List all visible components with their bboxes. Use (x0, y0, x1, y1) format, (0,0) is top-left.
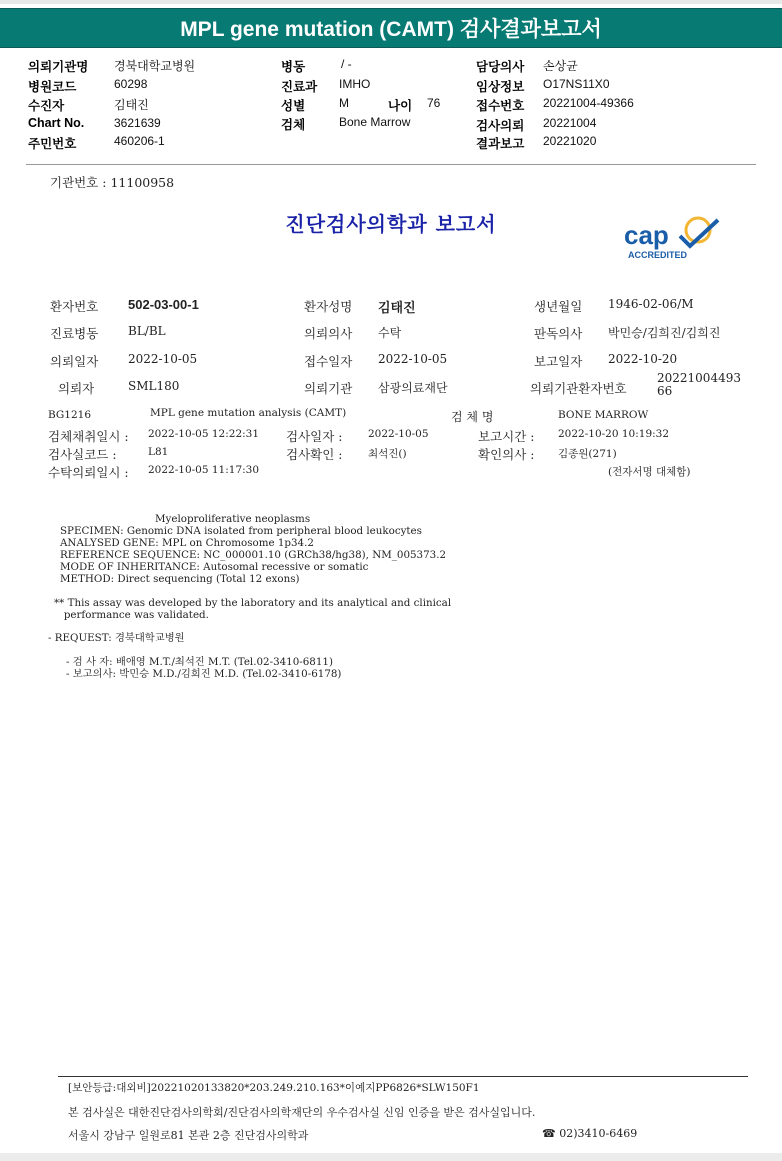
method-line: MODE OF INHERITANCE: Autosomal recessive or somatic (60, 561, 369, 573)
label-org-patient-no: 의뢰기관환자번호 (530, 381, 627, 396)
value-org-patient-no: 2022100449366 (657, 371, 741, 398)
value-report-date: 2022-10-20 (608, 352, 678, 366)
method-line: METHOD: Direct sequencing (Total 12 exons) (60, 573, 300, 585)
label-department: 진료과 (281, 80, 318, 94)
staff-line: - 검 사 자: 배애영 M.T./최석진 M.T. (Tel.02-3410-6811) (66, 656, 333, 668)
label-test-confirm: 검사확인 : (286, 447, 343, 462)
value-result-report: 20221020 (543, 134, 597, 148)
label-confirming-doctor: 확인의사 : (478, 447, 535, 462)
value-test-request: 20221004 (543, 116, 597, 130)
phone-icon: ☎ (542, 1127, 556, 1140)
value-requester: SML180 (128, 379, 180, 393)
value-collection-time: 2022-10-05 12:22:31 (148, 428, 260, 440)
label-specimen-name: 검 체 명 (451, 410, 494, 424)
report-title-bar (0, 8, 782, 48)
request-line: - REQUEST: 경북대학교병원 (48, 632, 185, 644)
value-ward: / - (341, 57, 352, 71)
label-clinical-info: 임상정보 (476, 80, 525, 94)
label-receipt-date: 접수일자 (304, 354, 353, 369)
label-requesting-org: 의뢰기관 (304, 381, 353, 396)
test-name: MPL gene mutation analysis (CAMT) (150, 407, 347, 419)
page-title: MPL gene mutation (CAMT) 검사결과보고서 (180, 18, 602, 41)
value-lab-code: L81 (148, 446, 169, 458)
value-clinical-info: O17NS11X0 (543, 77, 610, 91)
value-confirming-doctor: 김종원(271) (558, 448, 617, 460)
address-line: 서울시 강남구 일원로81 본관 2층 진단검사의학과 (68, 1129, 309, 1142)
label-collection-time: 검체채취일시 : (48, 429, 129, 444)
value-request-date: 2022-10-05 (128, 352, 198, 366)
label-test-date: 검사일자 : (286, 429, 343, 444)
label-result-report: 결과보고 (476, 137, 525, 151)
value-test-confirm: 최석진() (368, 448, 407, 460)
value-specimen-name: BONE MARROW (558, 409, 649, 421)
certification-line: 본 검사실은 대한진단검사의학회/진단검사의학재단의 우수검사실 신임 인증을 받은 검사실입니다. (68, 1106, 536, 1119)
label-age: 나이 (388, 99, 413, 113)
institution-number: 기관번호 : 11100958 (50, 175, 175, 190)
value-test-date: 2022-10-05 (368, 428, 429, 440)
value-ward-2: BL/BL (128, 324, 166, 338)
label-requesting-institution: 의뢰기관명 (28, 60, 89, 74)
report-heading: 진단검사의학과 보고서 (285, 212, 497, 236)
label-requesting-doctor: 의뢰의사 (304, 326, 353, 341)
label-request-date: 의뢰일자 (50, 354, 99, 369)
cap-brand: cap (624, 220, 669, 250)
test-code: BG1216 (48, 409, 92, 421)
label-birthdate: 생년월일 (534, 299, 583, 314)
staff-line: - 보고의사: 박민승 M.D./김희진 M.D. (Tel.02-3410-6178) (66, 668, 342, 680)
label-attending-doctor: 담당의사 (476, 60, 525, 74)
label-outsource-time: 수탁의뢰일시 : (48, 465, 129, 480)
esign-note: (전자서명 대체함) (608, 466, 691, 478)
method-line: ANALYSED GENE: MPL on Chromosome 1p34.2 (60, 537, 314, 549)
label-specimen: 검체 (281, 118, 306, 132)
header-divider (26, 164, 756, 165)
value-age: 76 (427, 96, 441, 110)
value-receipt-date: 2022-10-05 (378, 352, 448, 366)
label-receipt-no: 접수번호 (476, 99, 525, 113)
label-requester: 의뢰자 (58, 381, 95, 396)
value-attending-doctor: 손상균 (543, 59, 578, 73)
footer-divider (58, 1076, 748, 1077)
label-resident-no: 주민번호 (28, 137, 77, 151)
value-outsource-time: 2022-10-05 11:17:30 (148, 464, 260, 476)
value-requesting-institution: 경북대학교병원 (114, 59, 196, 73)
value-requesting-doctor: 수탁 (378, 326, 402, 340)
method-heading: Myeloproliferative neoplasms (155, 513, 311, 525)
value-hospital-code: 60298 (114, 77, 148, 91)
top-border (0, 0, 782, 4)
label-chart-no: Chart No. (28, 116, 85, 130)
value-department: IMHO (339, 77, 371, 91)
value-chart-no: 3621639 (114, 116, 161, 130)
security-line: [보안등급:대외비]20221020133820*203.249.210.163*이예지PP6826*SLW150F1 (68, 1082, 480, 1094)
label-test-request: 검사의뢰 (476, 119, 525, 133)
value-patient-name: 김태진 (378, 300, 416, 315)
label-reading-doctor: 판독의사 (534, 326, 583, 341)
value-reading-doctor: 박민승/김희진/김희진 (608, 326, 721, 340)
value-report-time: 2022-10-20 10:19:32 (558, 428, 670, 440)
label-hospital-code: 병원코드 (28, 80, 77, 94)
label-report-date: 보고일자 (534, 354, 583, 369)
value-patient-no: 502-03-00-1 (128, 297, 199, 312)
method-line: SPECIMEN: Genomic DNA isolated from peripheral blood leukocytes (60, 525, 422, 537)
cap-accredited-text: ACCREDITED (628, 250, 688, 260)
cap-accredited-logo (620, 214, 730, 266)
value-birthdate: 1946-02-06/M (608, 297, 694, 311)
label-patient-name: 환자성명 (304, 299, 353, 314)
label-ward: 병동 (281, 60, 306, 74)
phone-number: 02)3410-6469 (559, 1127, 638, 1140)
value-resident-no: 460206-1 (114, 134, 165, 148)
method-line: REFERENCE SEQUENCE: NC_000001.10 (GRCh38/hg38), NM_005373.2 (60, 549, 447, 561)
label-sex: 성별 (281, 99, 306, 113)
value-patient: 김태진 (114, 98, 149, 112)
label-report-time: 보고시간 : (478, 429, 535, 444)
bottom-band (0, 1153, 782, 1161)
validation-note: performance was validated. (54, 609, 209, 621)
label-ward-2: 진료병동 (50, 326, 99, 341)
label-lab-code: 검사실코드 : (48, 447, 117, 462)
validation-note: ** This assay was developed by the laboratory and its analytical and clinical (54, 597, 452, 609)
label-patient-no: 환자번호 (50, 299, 99, 314)
value-specimen: Bone Marrow (339, 115, 411, 129)
value-sex: M (339, 96, 349, 110)
label-patient: 수진자 (28, 99, 65, 113)
value-requesting-org: 삼광의료재단 (378, 381, 448, 395)
value-receipt-no: 20221004-49366 (543, 96, 634, 110)
phone-line (542, 1127, 637, 1140)
